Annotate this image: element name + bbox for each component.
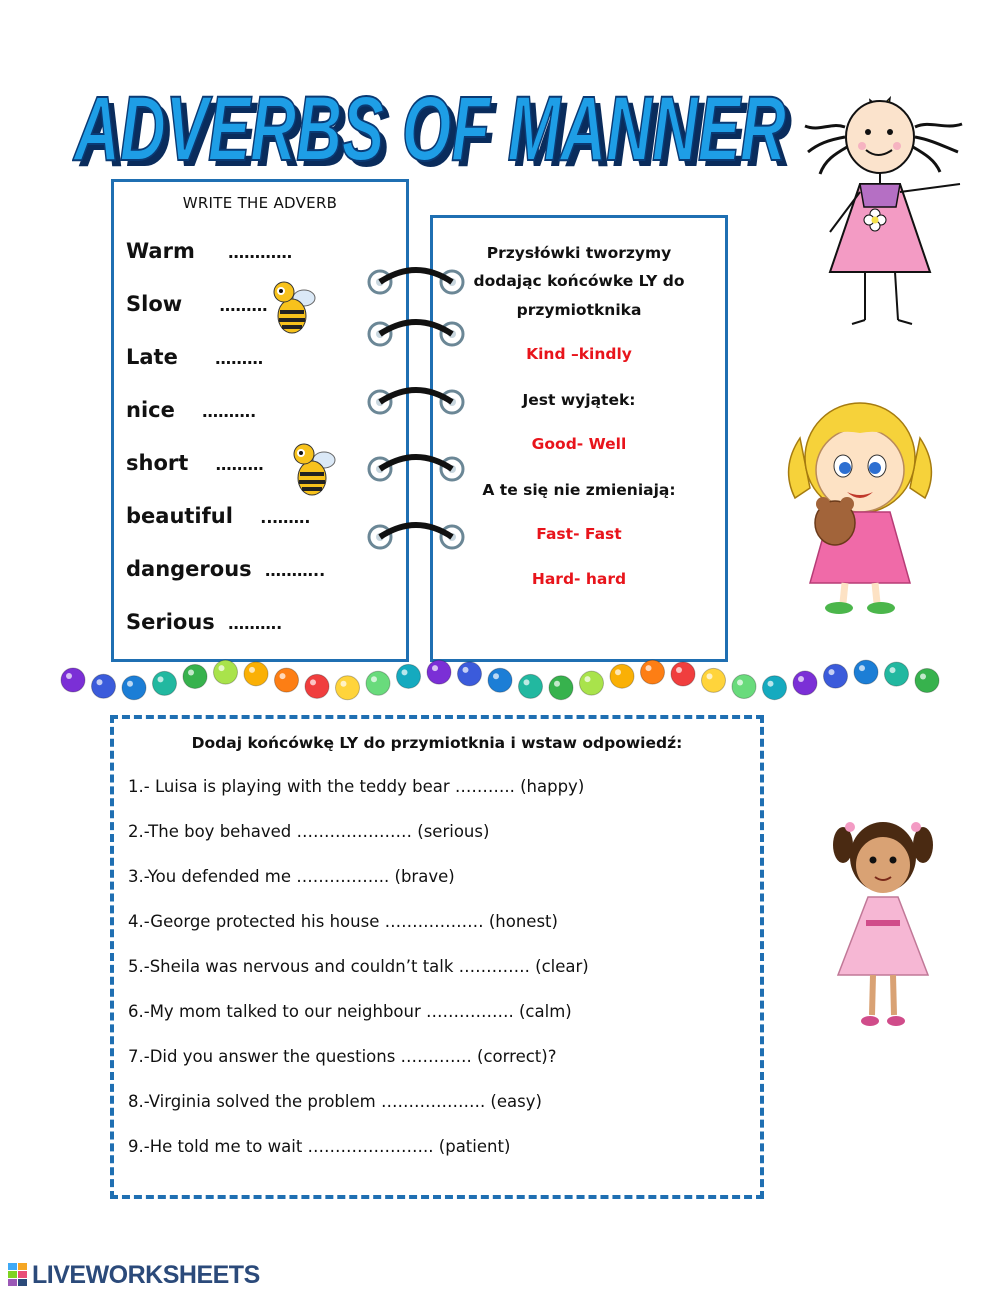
bead-highlight xyxy=(859,665,865,671)
word-row-beautiful xyxy=(126,504,310,528)
exercise-box xyxy=(110,715,764,1199)
word-label: short xyxy=(126,451,189,475)
answer-blank[interactable]: ……… xyxy=(215,349,264,368)
answer-blank[interactable]: ………. xyxy=(228,614,283,633)
bead-icon xyxy=(763,676,787,700)
bead-highlight xyxy=(402,669,408,675)
word-row-late xyxy=(126,345,263,369)
exercise-item[interactable]: 9.-He told me to wait ………………….. (patient) xyxy=(128,1137,511,1156)
girl-pink-dress-illustration xyxy=(828,815,938,1035)
bead-icon xyxy=(214,660,238,684)
exception-example: Good- Well xyxy=(531,435,627,453)
bead-highlight xyxy=(768,681,774,687)
bead-highlight xyxy=(371,676,377,682)
title-shadow: ADVERBS OF MANNER xyxy=(78,84,793,178)
liveworksheets-logo[interactable] xyxy=(8,1260,260,1290)
bead-highlight xyxy=(310,679,316,685)
bead-icon xyxy=(824,664,848,688)
bead-icon xyxy=(519,674,543,698)
rule-line: przymiotknika xyxy=(516,301,642,319)
ring-icon xyxy=(369,270,463,293)
exercise-item[interactable]: 2.-The boy behaved ………………… (serious) xyxy=(128,822,490,841)
bead-icon xyxy=(732,675,756,699)
notebook-rings xyxy=(362,258,472,558)
bead-highlight xyxy=(554,681,560,687)
girl-with-teddy-illustration xyxy=(775,398,945,618)
logo-text: LIVEWORKSHEETS xyxy=(32,1260,260,1289)
bead-icon xyxy=(366,671,390,695)
word-label: beautiful xyxy=(126,504,233,528)
bead-highlight xyxy=(188,669,194,675)
answer-blank[interactable]: ……… xyxy=(219,296,268,315)
bead-highlight xyxy=(920,674,926,680)
bead-icon xyxy=(427,660,451,684)
bead-icon xyxy=(610,664,634,688)
bead-highlight xyxy=(493,673,499,679)
ring-icon xyxy=(369,390,463,413)
bead-icon xyxy=(641,660,665,684)
ring-icon xyxy=(369,322,463,345)
title-text: ADVERBS OF MANNER xyxy=(72,78,787,178)
bead-highlight xyxy=(707,673,713,679)
word-label: dangerous xyxy=(126,557,252,581)
exercise-item[interactable]: 5.-Sheila was nervous and couldn’t talk …………. (clear) xyxy=(128,957,589,976)
rule-example: Kind –kindly xyxy=(526,345,632,363)
bead-highlight xyxy=(219,665,225,671)
exercise-item[interactable]: 1.- Luisa is playing with the teddy bear ……….. (happy) xyxy=(128,777,585,796)
bead-highlight xyxy=(890,667,896,673)
answer-blank[interactable]: ………. xyxy=(202,402,257,421)
bead-highlight xyxy=(585,676,591,682)
bead-icon xyxy=(305,674,329,698)
bead-highlight xyxy=(127,681,133,687)
bead-icon xyxy=(854,660,878,684)
bead-highlight xyxy=(646,665,652,671)
word-label: Warm xyxy=(126,239,195,263)
bead-icon xyxy=(549,676,573,700)
bead-highlight xyxy=(432,665,438,671)
ring-icon xyxy=(369,525,463,548)
answer-blank[interactable]: ……….. xyxy=(264,561,326,580)
exercise-item[interactable]: 3.-You defended me …………….. (brave) xyxy=(128,867,455,886)
bead-icon xyxy=(275,668,299,692)
word-row-dangerous xyxy=(126,557,325,581)
word-label: Serious xyxy=(126,610,215,634)
bead-icon xyxy=(397,664,421,688)
card-heading: WRITE THE ADVERB xyxy=(182,194,338,212)
bead-icon xyxy=(183,664,207,688)
word-label: Late xyxy=(126,345,178,369)
ring-icon xyxy=(369,457,463,480)
exercise-item[interactable]: 4.-George protected his house ……………… (honest) xyxy=(128,912,558,931)
liveworksheets-logo-icon xyxy=(8,1263,28,1287)
bead-highlight xyxy=(737,680,743,686)
bead-icon xyxy=(671,662,695,686)
bead-icon xyxy=(915,669,939,693)
word-row-nice xyxy=(126,398,256,422)
bead-highlight xyxy=(341,681,347,687)
exercise-item[interactable]: 6.-My mom talked to our neighbour ……………. (calm) xyxy=(128,1002,572,1021)
bead-highlight xyxy=(249,667,255,673)
answer-blank[interactable]: ………… xyxy=(228,243,293,262)
bead-highlight xyxy=(615,669,621,675)
bead-icon xyxy=(336,676,360,700)
bead-highlight xyxy=(97,679,103,685)
rules-card xyxy=(430,215,728,662)
bead-icon xyxy=(122,676,146,700)
bee-icon xyxy=(286,440,338,502)
bead-icon xyxy=(885,662,909,686)
page-title xyxy=(72,78,802,178)
unchanged-example: Fast- Fast xyxy=(536,525,622,543)
bead-garland xyxy=(55,652,955,702)
word-label: nice xyxy=(126,398,175,422)
answer-blank[interactable]: ..……. xyxy=(260,508,311,527)
bead-icon xyxy=(580,671,604,695)
bead-highlight xyxy=(676,667,682,673)
bee-icon xyxy=(266,278,318,340)
bead-icon xyxy=(458,662,482,686)
exercise-heading: Dodaj końcówkę LY do przymiotknia i wstaw odpowiedź: xyxy=(191,734,683,752)
bead-icon xyxy=(488,668,512,692)
exception-heading: Jest wyjątek: xyxy=(522,391,636,409)
rule-line: Przysłówki tworzymy xyxy=(486,244,672,262)
bead-highlight xyxy=(463,667,469,673)
bead-highlight xyxy=(524,679,530,685)
unchanged-heading: A te się nie zmieniają: xyxy=(482,481,676,499)
girl-illustration xyxy=(800,92,970,332)
bead-icon xyxy=(92,674,116,698)
word-row-warm xyxy=(126,239,292,263)
bead-highlight xyxy=(158,676,164,682)
word-label: Slow xyxy=(126,292,183,316)
unchanged-example: Hard- hard xyxy=(531,570,627,588)
exercise-item[interactable]: 8.-Virginia solved the problem ………………. (easy) xyxy=(128,1092,542,1111)
word-row-serious xyxy=(126,610,282,634)
bead-highlight xyxy=(280,673,286,679)
word-row-slow xyxy=(126,292,267,316)
bead-highlight xyxy=(66,673,72,679)
bead-icon xyxy=(244,662,268,686)
bead-icon xyxy=(702,668,726,692)
bead-icon xyxy=(793,671,817,695)
rule-line: dodając końcówke LY do xyxy=(473,272,685,290)
exercise-item[interactable]: 7.-Did you answer the questions …………. (correct)? xyxy=(128,1047,557,1066)
answer-blank[interactable]: ……… xyxy=(215,455,264,474)
bead-highlight xyxy=(829,669,835,675)
bead-icon xyxy=(153,671,177,695)
bead-icon xyxy=(61,668,85,692)
bead-highlight xyxy=(798,676,804,682)
word-row-short xyxy=(126,451,264,475)
